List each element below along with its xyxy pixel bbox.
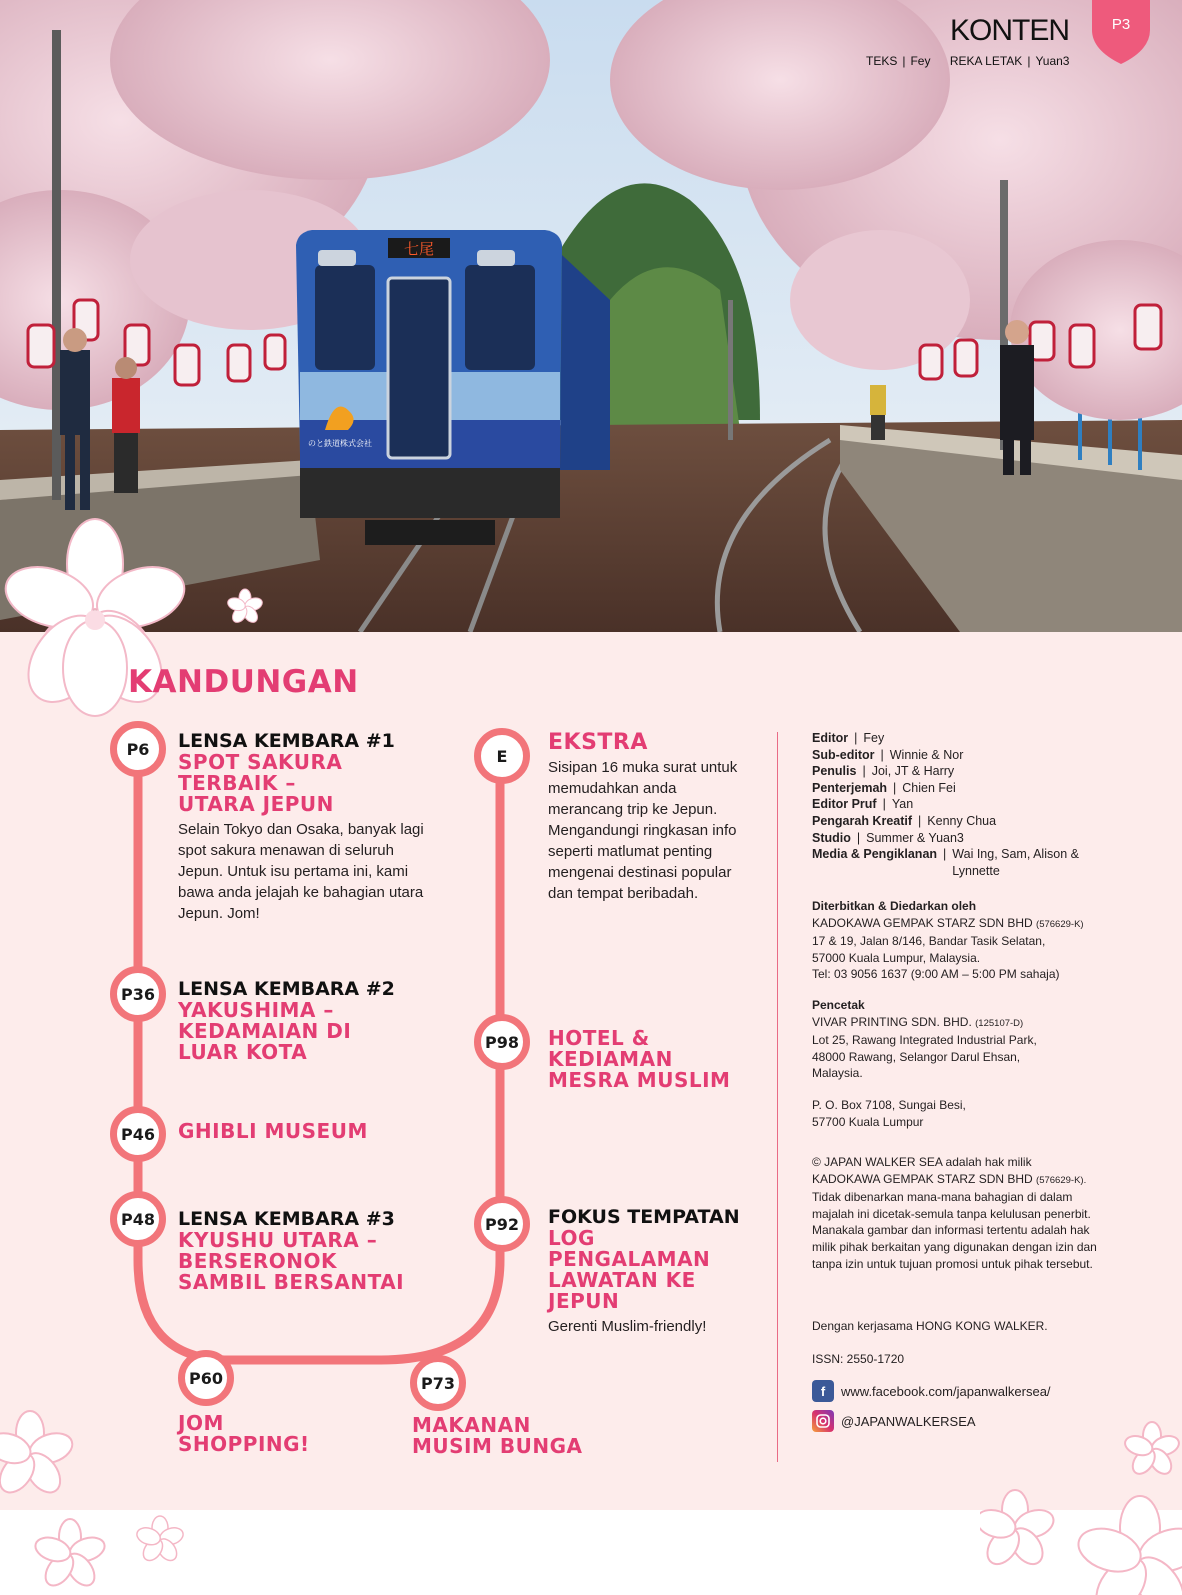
- page-node-p6[interactable]: P6: [110, 721, 166, 777]
- printer-company: VIVAR PRINTING SDN. BHD.: [812, 1014, 972, 1029]
- train-company-text: のと鉄道株式会社: [308, 439, 372, 448]
- printer-heading: Pencetak: [812, 998, 865, 1012]
- printer-address: Malaysia.: [812, 1066, 863, 1081]
- publisher-tel: Tel: 03 9056 1637 (9:00 AM – 5:00 PM sahaja): [812, 967, 1060, 982]
- entry-description: Sisipan 16 muka surat untuk memudahkan anda merancang trip ke Jepun. Mengandungi ringkasan info seperti matlumat penting mengenai destinasi popular dan tempat beribadah.: [548, 759, 738, 902]
- entry-label: LENSA KEMBARA #3: [178, 1208, 395, 1230]
- entry-p46[interactable]: [178, 1121, 438, 1142]
- text-credit-label: TEKS: [866, 54, 898, 68]
- publisher-company: KADOKAWA GEMPAK STARZ SDN BHD: [812, 915, 1033, 930]
- entry-description: Selain Tokyo dan Osaka, banyak lagi spot sakura menawan di seluruh Jepun. Untuk isu pertama ini, kami bawa anda jelajah ke bahagian utara Jepun. Jom!: [178, 821, 424, 922]
- staff-row: Sub-editor | Winnie & Nor: [812, 747, 964, 762]
- copyright-text: Tidak dibenarkan mana-mana bahagian di dalam majalah ini dicetak-semula tanpa kelulusan penerbit. Manakala gambar dan informasi tertentu adalah hak milik pihak berkaitan yang digunakan dengan izin dan tanpa izin untuk tujuan promosi untuk pihak tersebut.: [812, 1190, 1097, 1271]
- staff-row: Pengarah Kreatif | Kenny Chua: [812, 813, 997, 828]
- staff-row: Editor Pruf | Yan: [812, 797, 914, 812]
- printer-address: 48000 Rawang, Selangor Darul Ehsan,: [812, 1049, 1021, 1064]
- entry-p48[interactable]: [178, 1208, 438, 1293]
- sakura-decoration-icon: [130, 1510, 190, 1570]
- entry-ekstra[interactable]: [548, 732, 748, 904]
- layout-credit-label: REKA LETAK: [949, 54, 1023, 68]
- page-number-badge: [1092, 0, 1150, 62]
- entry-title-line: SAMBIL BERSANTAI: [178, 1270, 405, 1294]
- staff-name: Wai Ing, Sam, Alison & Lynnette: [952, 847, 1079, 878]
- copyright-notice: [812, 1154, 1102, 1272]
- printer-reg: (125107-D): [975, 1017, 1024, 1029]
- staff-role: Editor: [812, 731, 849, 745]
- facebook-link[interactable]: [812, 1380, 1051, 1402]
- entry-label: LENSA KEMBARA #2: [178, 978, 395, 1000]
- pobox-line: P. O. Box 7108, Sungai Besi,: [812, 1098, 966, 1112]
- publisher-info: [812, 898, 1112, 983]
- pobox-info: [812, 1097, 1112, 1130]
- entry-title-line: JEPUN: [548, 1289, 620, 1313]
- entry-p60[interactable]: [178, 1413, 338, 1455]
- page-node-p46[interactable]: P46: [110, 1106, 166, 1162]
- page-credits: TEKS | Fey REKA LETAK | Yuan3: [866, 54, 1070, 68]
- entry-p36[interactable]: [178, 978, 428, 1063]
- staff-name: Winnie & Nor: [889, 747, 964, 762]
- issn: ISSN: 2550-1720: [812, 1352, 905, 1366]
- text-credit-name: Fey: [910, 54, 931, 68]
- entry-title-line: MESRA MUSLIM: [548, 1068, 731, 1092]
- entry-title-line: GHIBLI MUSEUM: [178, 1119, 368, 1143]
- staff-name: Yan: [891, 797, 914, 812]
- staff-name: Chien Fei: [902, 780, 956, 795]
- facebook-icon: f: [812, 1380, 834, 1402]
- staff-name: Summer & Yuan3: [866, 830, 964, 845]
- entry-title-line: MAKANAN: [412, 1413, 531, 1437]
- collaboration-note: Dengan kerjasama HONG KONG WALKER.: [812, 1319, 1048, 1333]
- entry-title-line: KEDAMAIAN DI: [178, 1019, 352, 1043]
- column-divider: [777, 732, 778, 1462]
- entry-label: LENSA KEMBARA #1: [178, 730, 395, 752]
- layout-credit-name: Yuan3: [1035, 54, 1070, 68]
- entry-p6[interactable]: [178, 730, 428, 924]
- page-node-p36[interactable]: P36: [110, 966, 166, 1022]
- publisher-address: 57000 Kuala Lumpur, Malaysia.: [812, 950, 981, 965]
- instagram-icon: [812, 1410, 834, 1432]
- printer-address: Lot 25, Rawang Integrated Industrial Park,: [812, 1033, 1037, 1048]
- page-node-p48[interactable]: P48: [110, 1191, 166, 1247]
- staff-role: Sub-editor: [812, 747, 875, 762]
- entry-title-line: LAWATAN KE: [548, 1268, 696, 1292]
- sakura-decoration-icon: [980, 1420, 1182, 1595]
- pobox-line: 57700 Kuala Lumpur: [812, 1114, 924, 1129]
- page-node-p60[interactable]: P60: [178, 1350, 234, 1406]
- entry-title-line: BERSERONOK: [178, 1249, 338, 1273]
- entry-title-line: KEDIAMAN: [548, 1047, 673, 1071]
- page-node-p92[interactable]: P92: [474, 1196, 530, 1252]
- page-node-p98[interactable]: P98: [474, 1014, 530, 1070]
- copyright-reg: (576629-K).: [1036, 1174, 1087, 1186]
- copyright-line: © JAPAN WALKER SEA adalah hak milik: [812, 1155, 1032, 1169]
- train-destination-sign: 七尾: [403, 240, 435, 258]
- entry-description: Gerenti Muslim-friendly!: [548, 1318, 707, 1335]
- staff-role: Penulis: [812, 764, 857, 779]
- staff-row: Editor | Fey: [812, 731, 885, 745]
- entry-title-line: SHOPPING!: [178, 1432, 310, 1456]
- page-node-p73[interactable]: P73: [410, 1355, 466, 1411]
- staff-row: Penulis | Joi, JT & Harry: [812, 764, 955, 779]
- entry-title-line: LOG: [548, 1226, 595, 1250]
- page-node-e[interactable]: E: [474, 728, 530, 784]
- contents-heading: KANDUNGAN: [128, 664, 359, 700]
- publisher-reg: (576629-K): [1036, 918, 1084, 930]
- entry-title-line: PENGALAMAN: [548, 1247, 711, 1271]
- staff-role: Editor Pruf: [812, 797, 877, 812]
- page-number: P3: [1111, 16, 1131, 33]
- entry-p98[interactable]: [548, 1028, 763, 1091]
- instagram-link[interactable]: [812, 1410, 976, 1432]
- entry-title-line: UTARA JEPUN: [178, 792, 334, 816]
- facebook-url[interactable]: www.facebook.com/japanwalkersea/: [841, 1383, 1051, 1399]
- sakura-decoration-icon: [0, 1395, 120, 1595]
- entry-title-line: SPOT SAKURA: [178, 750, 343, 774]
- staff-role: Media & Pengiklanan: [812, 847, 938, 862]
- staff-role: Pengarah Kreatif: [812, 813, 913, 828]
- entry-title-line: EKSTRA: [548, 730, 648, 755]
- entry-title-line: MUSIM BUNGA: [412, 1434, 583, 1458]
- staff-row: Media & Pengiklanan | Wai Ing, Sam, Alison & Lynnette: [812, 846, 1112, 879]
- entry-title-line: YAKUSHIMA –: [178, 998, 334, 1022]
- entry-title-line: LUAR KOTA: [178, 1040, 308, 1064]
- section-title: KONTEN: [950, 14, 1070, 47]
- entry-title-line: KYUSHU UTARA –: [178, 1228, 378, 1252]
- instagram-handle[interactable]: @JAPANWALKERSEA: [841, 1413, 976, 1429]
- copyright-company: KADOKAWA GEMPAK STARZ SDN BHD: [812, 1171, 1033, 1186]
- staff-role: Penterjemah: [812, 780, 888, 795]
- entry-p92[interactable]: [548, 1206, 763, 1337]
- staff-list: [812, 730, 1112, 879]
- entry-p73[interactable]: [412, 1415, 632, 1457]
- entry-title-line: JOM: [178, 1411, 224, 1435]
- publisher-address: 17 & 19, Jalan 8/146, Bandar Tasik Selatan,: [812, 934, 1046, 949]
- printer-info: [812, 997, 1112, 1082]
- entry-title-line: TERBAIK –: [178, 771, 296, 795]
- staff-role: Studio: [812, 830, 851, 845]
- staff-row: Studio | Summer & Yuan3: [812, 830, 964, 845]
- staff-name: Kenny Chua: [927, 813, 997, 828]
- cover-photo: [0, 0, 1182, 632]
- entry-title-line: HOTEL &: [548, 1026, 650, 1050]
- publisher-heading: Diterbitkan & Diedarkan oleh: [812, 899, 977, 913]
- entry-label: FOKUS TEMPATAN: [548, 1206, 740, 1228]
- staff-name: Joi, JT & Harry: [871, 764, 955, 779]
- staff-row: Penterjemah | Chien Fei: [812, 780, 956, 795]
- staff-name: Fey: [863, 731, 885, 745]
